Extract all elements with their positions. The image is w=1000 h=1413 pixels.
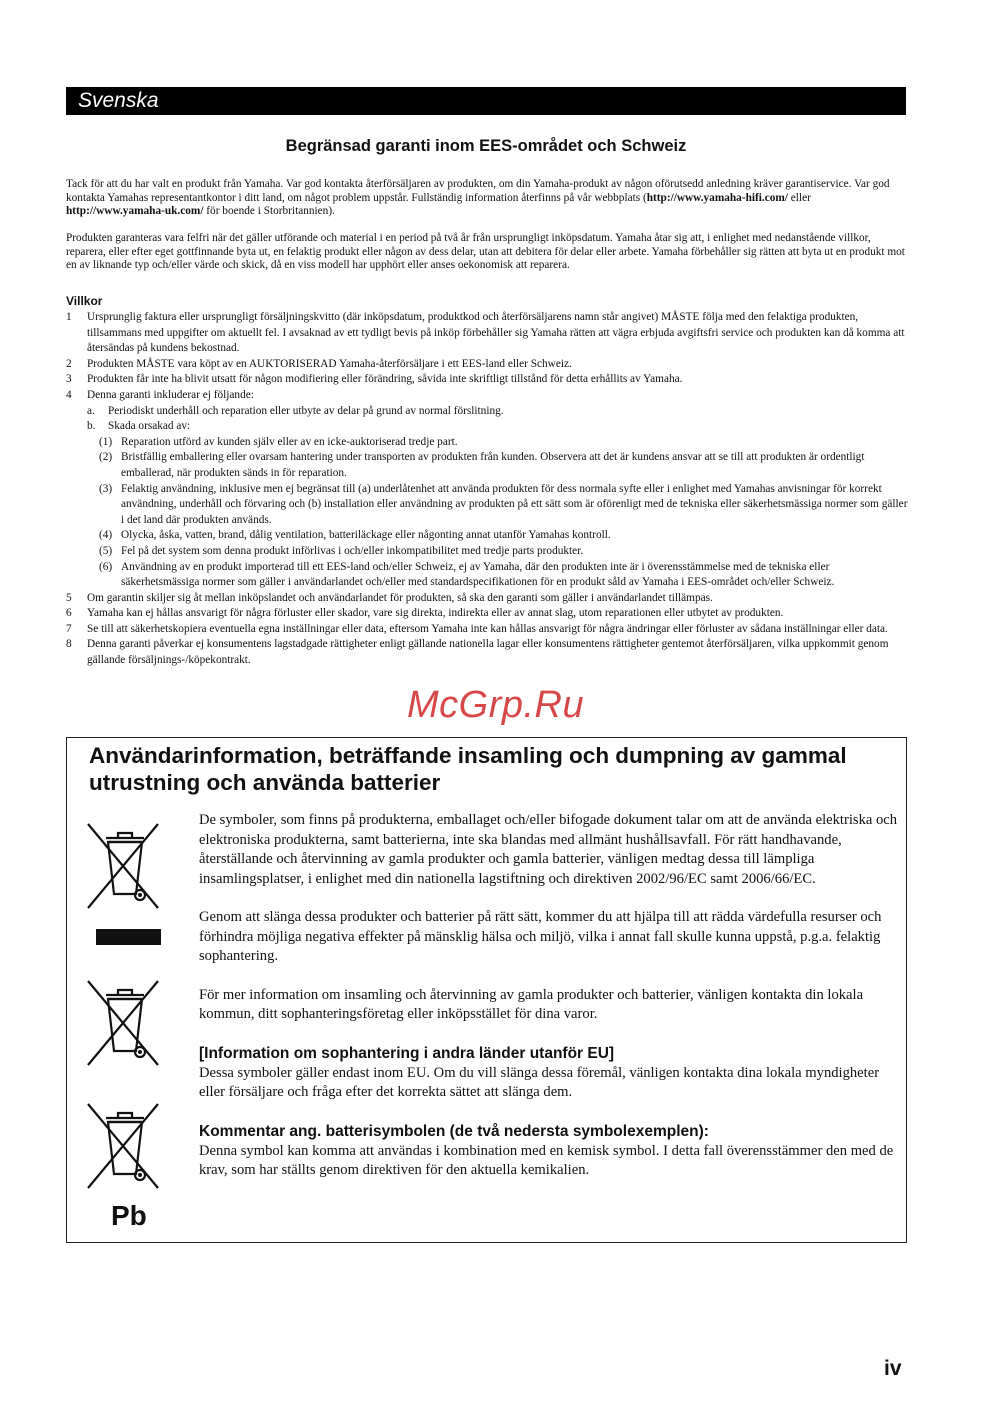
damage-text: Bristfällig emballering eller ovarsam hantering under transporten av produkten från kunden. Observera att det är kundens ansvar att se till att produkten är ordentligt emballerad, när produkten sänds in för reparation.	[121, 451, 865, 479]
conditions-heading: Villkor	[66, 294, 103, 308]
condition-number: 1	[66, 311, 72, 323]
disposal-info-box	[66, 737, 907, 1243]
damage-text: Fel på det system som denna produkt införlivas i och/eller inkompatibilitet med tredje parts produkter.	[121, 544, 584, 557]
page-number: iv	[884, 1357, 902, 1380]
url-yamaha-uk: http://www.yamaha-uk.com/	[66, 205, 204, 218]
separate-collection-bar	[96, 929, 161, 945]
disposal-paragraph: Genom att slänga dessa produkter och batterier på rätt sätt, kommer du att hjälpa till att rädda värdefulla resurser och förhindra möjliga negativa effekter på mänsklig hälsa och miljö, vilka i annat fall skulle kunna uppstå, p.g.a. felaktig sophantering.	[199, 909, 882, 964]
condition-number: 2	[66, 357, 72, 370]
intro-text-after: för boende i Storbritannien).	[203, 205, 335, 218]
condition-text: Produkten får inte ha blivit utsatt för någon modifiering eller förändring, såvida inte skriftligt tillstånd för detta erhållits av Yamaha.	[87, 373, 683, 386]
condition-item	[66, 388, 908, 404]
condition-number: 4	[66, 388, 72, 401]
exclusion-letter: a.	[87, 404, 95, 417]
damage-number: (4)	[99, 529, 113, 542]
watermark: McGrp.Ru	[407, 684, 585, 726]
damage-text: Olycka, åska, vatten, brand, dålig ventilation, batteriläckage eller någonting annat utanför Yamahas kontroll.	[121, 529, 611, 542]
warranty-title: Begränsad garanti inom EES-området och Schweiz	[285, 137, 687, 155]
damage-item	[99, 528, 908, 544]
condition-item	[66, 372, 908, 388]
damage-number: (2)	[99, 451, 113, 464]
crossed-bin-icon	[86, 1100, 162, 1192]
battery-heading: Kommentar ang. batterisymbolen (de två nedersta symbolexemplen):	[199, 1122, 709, 1140]
damage-number: (1)	[99, 435, 113, 448]
condition-item	[66, 310, 908, 357]
damage-item	[99, 450, 908, 481]
disposal-paragraph: De symboler, som finns på produkterna, emballaget och/eller bifogade dokument talar om att de använda elektriska och elektroniska produkterna, samt batterierna, inte ska blandas med allmänt hushållsavfall. För rätt handhavande, återställande och återvinning av gamla produkter och gamla batterier, vänligen medtag dessa till lämpliga insamlingsplatser, i enlighet med din nationella lagstiftning och direktiven 2002/96/EC samt 2006/66/EC.	[199, 812, 898, 887]
chemical-symbol-pb: Pb	[111, 1200, 147, 1231]
intro-text-before: Tack för att du har valt en produkt från Yamaha. Var god kontakta återförsäljaren av produkten, om din Yamaha-produkt av någon oförutsedd anledning kräver garantiservice. Var god kontakta Yamahas representantkontor i ditt land, om något problem uppstår. Fullständig information återfinns på vår webbplats (	[66, 178, 890, 204]
damage-item	[99, 482, 908, 529]
condition-item	[66, 357, 908, 373]
conditions-list	[66, 310, 908, 669]
disposal-text-column	[199, 811, 899, 1200]
damage-number: (3)	[99, 482, 113, 495]
battery-text: Denna symbol kan komma att användas i kombination med en kemisk symbol. I detta fall överensstämmer den med de krav, som har ställts genom direktiven för den aktuella kemikalien.	[199, 1142, 894, 1178]
condition-text: Ursprunglig faktura eller ursprungligt försäljningskvitto (där inköpsdatum, produktkod och återförsäljarens namn står angivet) MÅSTE följa med den felaktiga produkten, tillsammans med uppgifter om aktuellt fel. I avsaknad av ett tydligt bevis på inköp förbehåller sig Yamaha rätten att vägra erbjuda avgiftsfri service och produkten kan då komma att återsändas på kundens bekostnad.	[87, 311, 905, 355]
damage-text: Reparation utförd av kunden själv eller av en icke-auktoriserad tredje part.	[121, 435, 458, 448]
disposal-paragraph: För mer information om insamling och återvinning av gamla produkter och batterier, vänligen kontakta din lokala kommun, ditt sophanteringsföretag eller inköpsstället för dina varor.	[199, 986, 864, 1022]
condition-text: Produkten MÅSTE vara köpt av en AUKTORISERAD Yamaha-återförsäljare i ett EES-land eller Schweiz.	[87, 357, 572, 370]
damage-number: (5)	[99, 544, 113, 557]
warranty-paragraph: Produkten garanteras vara felfri när det gäller utförande och material i en period på två år från ursprungligt inköpsdatum. Yamaha åtar sig att, i enlighet med nedanstående villkor, reparera, eller efter eget gottfinnande byta ut, en felaktig produkt eller någon av dess delar, utan att debitera för delar eller arbete. Yamaha förbehåller sig rätten att byta ut en produkt mot en av liknande typ och/eller värde och skick, då en viss modell har upphört eller anses oekonomisk att reparera.	[66, 232, 905, 272]
condition-item	[66, 591, 908, 607]
non-eu-text: Dessa symboler gäller endast inom EU. Om du vill slänga dessa föremål, vänligen kontakta dina lokala myndigheter eller försäljare och fråga efter det korrekta sättet att slänga dem.	[199, 1064, 880, 1100]
warranty-intro	[66, 178, 908, 219]
condition-text: Se till att säkerhetskopiera eventuella egna inställningar eller data, eftersom Yamaha inte kan hållas ansvarigt för några ändringar eller förluster av sådana inställningar eller data.	[87, 622, 888, 635]
url-yamaha-hifi: http://www.yamaha-hifi.com/	[646, 191, 788, 204]
exclusion-letter: b.	[87, 420, 96, 433]
intro-text-between: eller	[787, 191, 811, 204]
crossed-bin-icon	[86, 977, 162, 1069]
exclusion-item	[87, 404, 908, 420]
damage-item	[99, 544, 908, 560]
damage-item	[99, 435, 908, 451]
disposal-title: Användarinformation, beträffande insamling och dumpning av gammal utrustning och använda batterier	[89, 743, 847, 795]
non-eu-heading: [Information om sophantering i andra länder utanför EU]	[199, 1044, 615, 1062]
damage-item	[99, 560, 908, 591]
condition-text: Denna garanti inkluderar ej följande:	[87, 388, 254, 401]
condition-number: 3	[66, 373, 72, 386]
condition-text: Om garantin skiljer sig åt mellan inköpslandet och användarlandet för produkten, så ska den garanti som gäller i användarlandet tillämpas.	[87, 591, 713, 604]
condition-number: 8	[66, 638, 72, 651]
damage-text: Användning av en produkt importerad till ett EES-land och/eller Schweiz, ej av Yamaha, där den produkten inte är i överensstämmelse med de tekniska eller säkerhetsmässiga normer som gäller i användarlandet och/eller med standardspecifikationen för en produkt såld av Yamaha i EES-området och/eller Schweiz.	[121, 560, 835, 589]
condition-number: 7	[66, 622, 72, 635]
condition-item	[66, 622, 908, 638]
exclusion-text: Periodiskt underhåll och reparation eller utbyte av delar på grund av normal förslitning.	[108, 404, 504, 417]
condition-text: Denna garanti påverkar ej konsumentens lagstadgade rättigheter enligt gällande nationella lagar eller konsumentens rättigheter gentemot återförsäljaren, vilka uppkommit genom gällande försäljnings-/köpekontrakt.	[87, 638, 889, 667]
damage-text: Felaktig användning, inklusive men ej begränsat till (a) underlåtenhet att använda produkten för dess normala syfte eller i enlighet med Yamahas anvisningar för korrekt användning, underhåll och förvaring och (b) installation eller användning av produkten på ett sätt som är oförenligt med de tekniska eller säkerhetsmässiga normer som gäller i det land där produkten används.	[121, 482, 908, 526]
language-label: Svenska	[78, 89, 159, 112]
condition-item	[66, 606, 908, 622]
language-header-bar	[66, 87, 906, 115]
condition-number: 5	[66, 591, 72, 604]
crossed-bin-icon	[86, 820, 162, 912]
exclusion-text: Skada orsakad av:	[108, 420, 191, 433]
condition-text: Yamaha kan ej hållas ansvarigt för några förluster eller skador, vare sig direkta, indirekta eller av annat slag, utom reparationen eller utbytet av produkten.	[87, 607, 784, 620]
condition-number: 6	[66, 607, 72, 620]
condition-item	[66, 637, 908, 668]
exclusion-item	[87, 419, 908, 435]
damage-number: (6)	[99, 560, 113, 573]
